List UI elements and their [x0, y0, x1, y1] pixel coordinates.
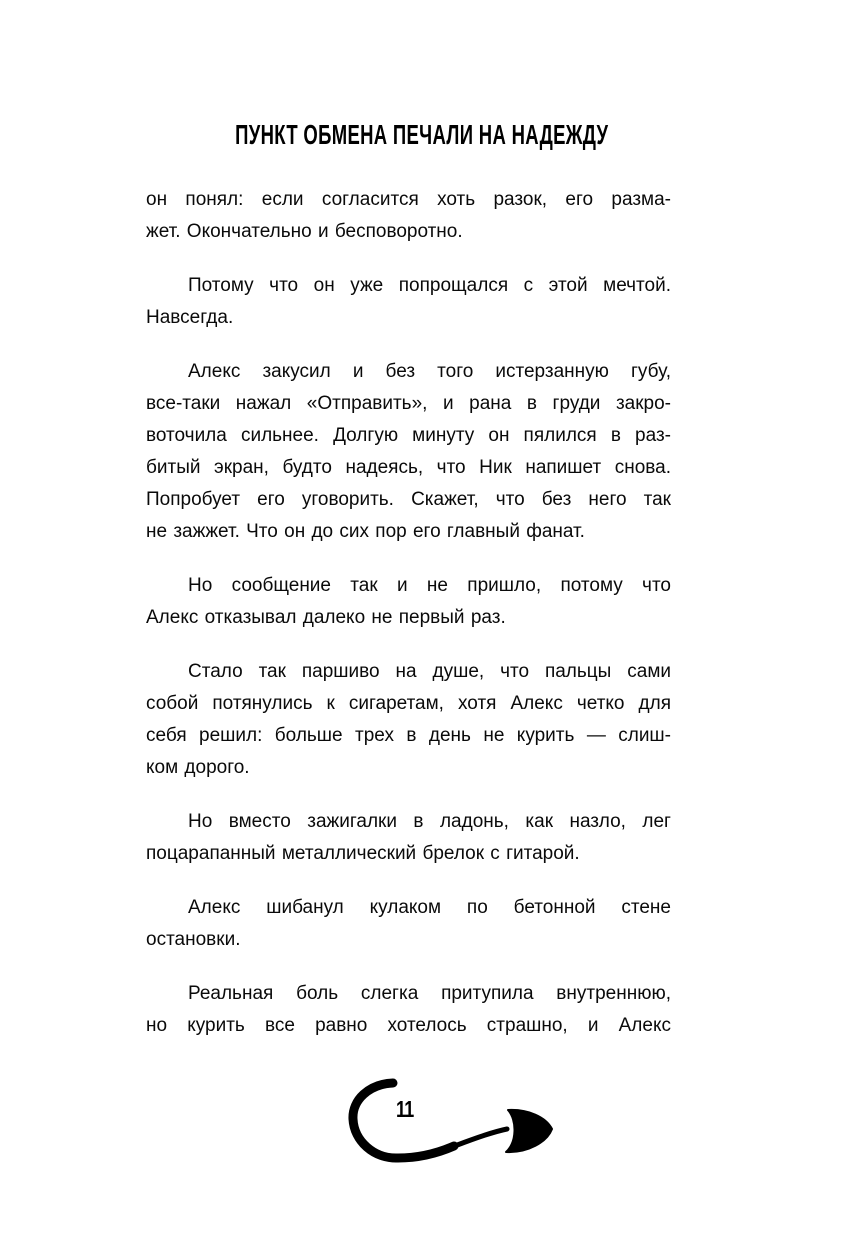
text-line: собой потянулись к сигаретам, хотя Алекс четко для: [146, 693, 671, 714]
text-line: Алекс шибанул кулаком по бетонной стене: [188, 897, 671, 918]
page-body-text: [146, 184, 671, 1042]
chapter-title-text: ПУНКТ ОБМЕНА ПЕЧАЛИ НА НАДЕЖДУ: [235, 119, 609, 150]
text-line: он понял: если согласится хоть разок, его разма-: [146, 189, 671, 210]
paragraph: [146, 356, 671, 548]
text-line: Алекс закусил и без того истерзанную губу,: [188, 361, 671, 382]
text-line: воточила сильнее. Долгую минуту он пялился в раз-: [146, 425, 671, 446]
paragraph: [146, 806, 671, 870]
text-line: Потому что он уже попрощался с этой мечтой.: [188, 275, 671, 296]
swash-arrow-icon: [340, 1072, 565, 1172]
text-line: жет. Окончательно и бесповоротно.: [146, 221, 463, 242]
text-line: себя решил: больше трех в день не курить — слиш-: [146, 725, 671, 746]
chapter-title: [0, 0, 844, 151]
text-line: Навсегда.: [146, 307, 234, 328]
text-line: Но сообщение так и не пришло, потому что: [188, 575, 671, 596]
text-line: Попробует его уговорить. Скажет, что без него так: [146, 489, 671, 510]
paragraph: [146, 270, 671, 334]
paragraph: [146, 978, 671, 1042]
paragraph: [146, 184, 671, 248]
paragraph: [146, 892, 671, 956]
text-line: Алекс отказывал далеко не первый раз.: [146, 607, 506, 628]
text-line: не зажжет. Что он до сих пор его главный фанат.: [146, 521, 585, 542]
paragraph: [146, 656, 671, 784]
text-line: но курить все равно хотелось страшно, и Алекс: [146, 1015, 671, 1036]
text-line: Но вместо зажигалки в ладонь, как назло, лег: [188, 811, 671, 832]
text-line: остановки.: [146, 929, 241, 950]
text-line: Стало так паршиво на душе, что пальцы сами: [188, 661, 671, 682]
text-line: Реальная боль слегка притупила внутреннюю,: [188, 983, 671, 1004]
text-line: битый экран, будто надеясь, что Ник напишет снова.: [146, 457, 671, 478]
page-number: 11: [396, 1096, 414, 1122]
text-line: ком дорого.: [146, 757, 250, 778]
text-line: поцарапанный металлический брелок с гитарой.: [146, 843, 580, 864]
paragraph: [146, 570, 671, 634]
text-line: все-таки нажал «Отправить», и рана в груди закро-: [146, 393, 671, 414]
